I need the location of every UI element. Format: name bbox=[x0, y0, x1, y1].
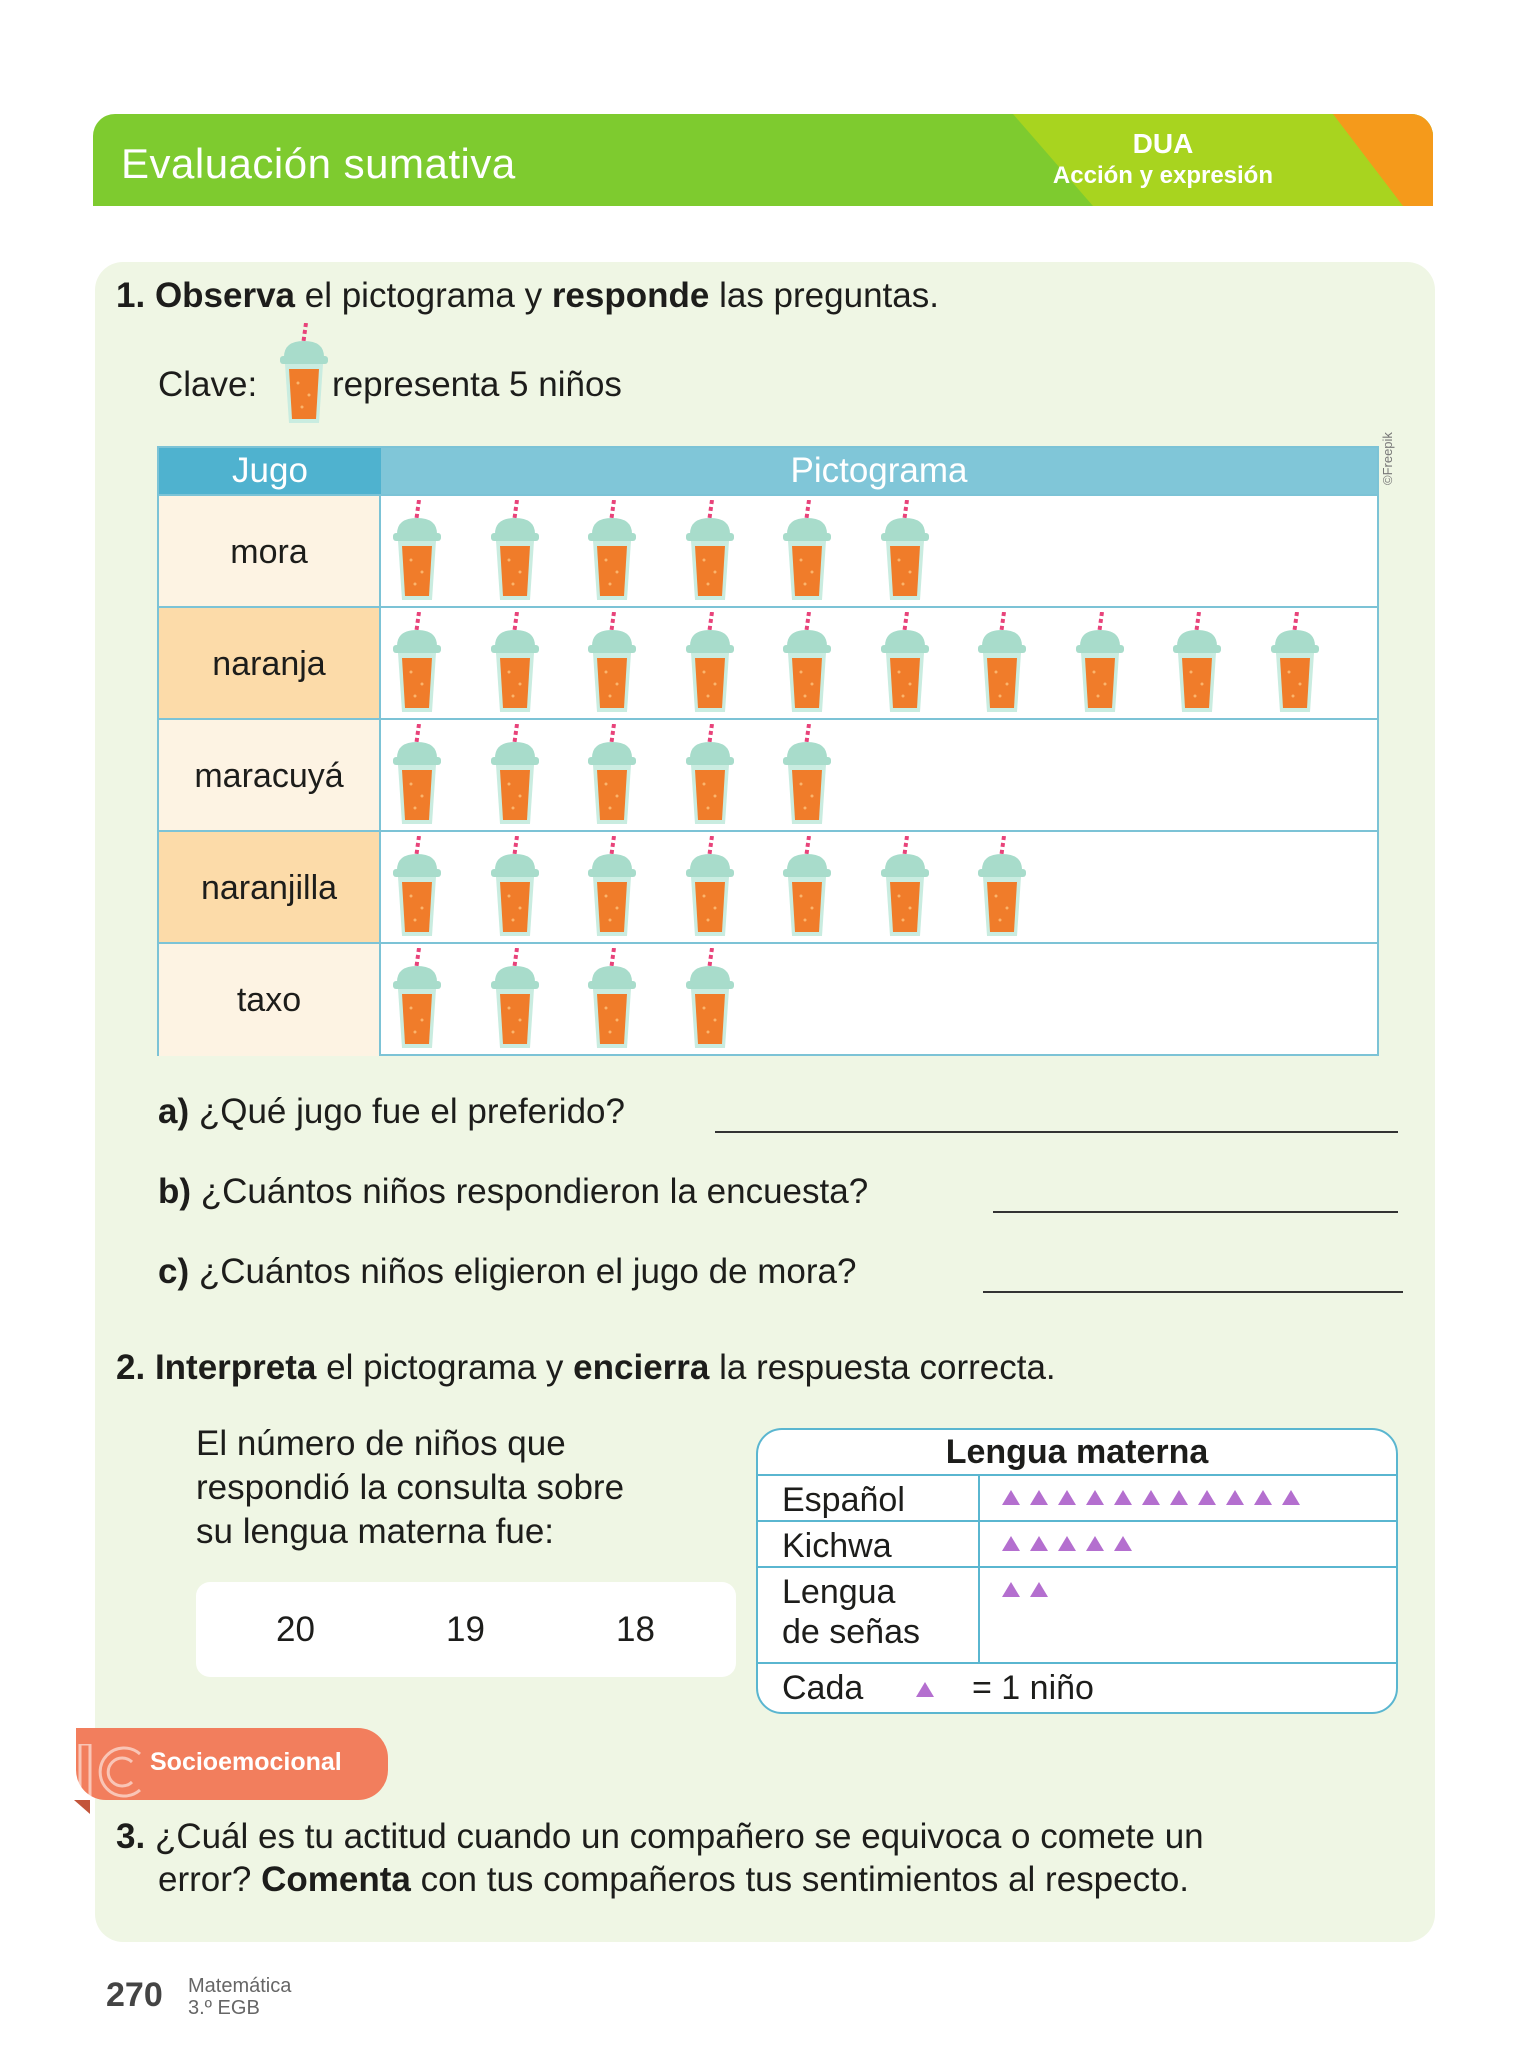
juice-cup-icon bbox=[682, 500, 738, 604]
juice-cup-icon bbox=[1169, 612, 1225, 716]
q3-text1: ¿Cuál es tu actitud cuando un compañero se equivoca o comete un bbox=[154, 1817, 1204, 1856]
page-number: 270 bbox=[106, 1976, 163, 2014]
q1-verb2: responde bbox=[551, 276, 710, 315]
juice-cup-icon bbox=[682, 724, 738, 828]
juice-cup-icon bbox=[389, 724, 445, 828]
question-1c bbox=[158, 1252, 856, 1292]
option-19[interactable]: 19 bbox=[446, 1610, 485, 1649]
juice-cup-icon bbox=[877, 612, 933, 716]
answer-line-a[interactable] bbox=[715, 1131, 1398, 1133]
question-1b bbox=[158, 1172, 868, 1212]
juice-cup-icon bbox=[974, 836, 1030, 940]
juice-cup-icon bbox=[779, 724, 835, 828]
triangle-icon bbox=[1030, 1490, 1048, 1505]
key-prefix: Cada bbox=[782, 1669, 864, 1707]
juice-cup-icon bbox=[779, 612, 835, 716]
pictogram-row bbox=[159, 718, 1377, 832]
juice-cup-icon bbox=[389, 948, 445, 1052]
triangles-espanol bbox=[1002, 1490, 1310, 1510]
juice-label: mora bbox=[159, 496, 381, 608]
col-header-pictogram: Pictograma bbox=[381, 448, 1377, 494]
lengua-label-senas-line1: Lengua bbox=[782, 1573, 896, 1611]
answer-options-box bbox=[196, 1582, 736, 1677]
triangle-icon bbox=[1058, 1536, 1076, 1551]
q2-verb2: encierra bbox=[573, 1348, 710, 1387]
lengua-label-espanol: Español bbox=[782, 1481, 905, 1519]
juice-cup-icon bbox=[389, 836, 445, 940]
triangle-icon bbox=[1114, 1490, 1132, 1505]
q2-stem-line3: su lengua materna fue: bbox=[196, 1512, 555, 1551]
q1-verb1: Observa bbox=[154, 276, 296, 315]
triangle-icon bbox=[1002, 1582, 1020, 1597]
question-2 bbox=[116, 1348, 1056, 1388]
lengua-label-kichwa: Kichwa bbox=[782, 1527, 892, 1565]
pictogram-row bbox=[159, 830, 1377, 944]
q1-number: 1. bbox=[116, 276, 146, 315]
juice-label: naranja bbox=[159, 608, 381, 720]
q2-text1: el pictograma y bbox=[316, 1348, 574, 1387]
juice-cup-icon bbox=[487, 836, 543, 940]
lengua-row-espanol bbox=[758, 1474, 1396, 1522]
triangles-kichwa bbox=[1002, 1536, 1142, 1556]
juice-cup-icon bbox=[1072, 612, 1128, 716]
col-header-juice: Jugo bbox=[159, 448, 381, 494]
juice-cup-icon bbox=[584, 500, 640, 604]
pictogram-row bbox=[159, 606, 1377, 720]
image-credit: ©Freepik bbox=[1380, 432, 1395, 485]
option-18[interactable]: 18 bbox=[616, 1610, 655, 1649]
answer-line-b[interactable] bbox=[993, 1211, 1398, 1213]
q1a-text: ¿Qué jugo fue el preferido? bbox=[198, 1092, 625, 1131]
q3-text2a: error? bbox=[158, 1860, 262, 1899]
lengua-title: Lengua materna bbox=[945, 1433, 1209, 1471]
triangles-senas bbox=[1002, 1582, 1058, 1602]
q2-verb1: Interpreta bbox=[154, 1348, 317, 1387]
answer-line-c[interactable] bbox=[983, 1291, 1403, 1293]
lengua-label-senas bbox=[782, 1572, 920, 1652]
footer-subject bbox=[188, 1975, 291, 2019]
q1-text1: el pictograma y bbox=[295, 276, 552, 315]
q1b-label: b) bbox=[158, 1172, 192, 1211]
question-3 bbox=[116, 1815, 1204, 1901]
question-1 bbox=[116, 276, 939, 316]
section-title: Evaluación sumativa bbox=[121, 140, 516, 187]
q1-text2: las preguntas. bbox=[709, 276, 939, 315]
triangle-icon bbox=[1114, 1536, 1132, 1551]
q3-verb: Comenta bbox=[261, 1860, 411, 1899]
juice-cup-icon bbox=[974, 612, 1030, 716]
juice-cup-icon bbox=[276, 323, 332, 427]
triangle-icon bbox=[1170, 1490, 1188, 1505]
juice-label: naranjilla bbox=[159, 832, 381, 944]
juice-cup-icon bbox=[877, 500, 933, 604]
juice-cup-icon bbox=[487, 948, 543, 1052]
triangle-icon bbox=[1030, 1536, 1048, 1551]
triangle-icon bbox=[1002, 1536, 1020, 1551]
triangle-icon bbox=[1142, 1490, 1160, 1505]
q3-number: 3. bbox=[116, 1817, 146, 1856]
juice-cup-icon bbox=[682, 836, 738, 940]
juice-cup-icon bbox=[487, 500, 543, 604]
q2-stem bbox=[196, 1422, 624, 1554]
q1c-label: c) bbox=[158, 1252, 190, 1291]
q1a-label: a) bbox=[158, 1092, 190, 1131]
triangle-icon bbox=[1058, 1490, 1076, 1505]
triangle-icon bbox=[1282, 1490, 1300, 1505]
triangle-icon bbox=[1002, 1490, 1020, 1505]
footer-grade: 3.º EGB bbox=[188, 1997, 260, 2019]
juice-cup-icon bbox=[877, 836, 933, 940]
juice-cup-icon bbox=[779, 836, 835, 940]
dua-title: DUA bbox=[1132, 128, 1194, 159]
juice-cup-icon bbox=[682, 612, 738, 716]
clave-label: Clave: bbox=[158, 365, 258, 404]
lengua-materna-table bbox=[756, 1428, 1398, 1714]
juice-cup-icon bbox=[389, 500, 445, 604]
triangle-icon bbox=[1030, 1582, 1048, 1597]
dua-subtitle: Acción y expresión bbox=[1052, 162, 1273, 189]
juice-cup-icon bbox=[487, 612, 543, 716]
badge-fold bbox=[74, 1800, 90, 1814]
q2-text2: la respuesta correcta. bbox=[709, 1348, 1056, 1387]
footer-subject-name: Matemática bbox=[188, 1975, 292, 1997]
q2-stem-line2: respondió la consulta sobre bbox=[196, 1468, 625, 1507]
key-suffix: = 1 niño bbox=[972, 1669, 1094, 1707]
q2-stem-line1: El número de niños que bbox=[196, 1424, 566, 1463]
juice-cup-icon bbox=[584, 948, 640, 1052]
triangle-icon bbox=[1254, 1490, 1272, 1505]
clave-text: representa 5 niños bbox=[332, 365, 622, 404]
juice-cup-icon bbox=[1267, 612, 1323, 716]
option-20[interactable]: 20 bbox=[276, 1610, 315, 1649]
triangle-icon bbox=[1086, 1536, 1104, 1551]
q1b-text: ¿Cuántos niños respondieron la encuesta? bbox=[200, 1172, 869, 1211]
juice-cup-icon bbox=[584, 724, 640, 828]
juice-cup-icon bbox=[779, 500, 835, 604]
triangle-icon bbox=[916, 1682, 934, 1697]
pictogram-row bbox=[159, 942, 1377, 1056]
socioemocional-badge bbox=[76, 1728, 388, 1800]
q2-number: 2. bbox=[116, 1348, 146, 1387]
section-header bbox=[93, 114, 1433, 206]
triangle-icon bbox=[1198, 1490, 1216, 1505]
lengua-row-senas bbox=[758, 1566, 1396, 1664]
triangle-icon bbox=[1086, 1490, 1104, 1505]
dua-badge bbox=[1053, 128, 1273, 190]
ic-logo-icon bbox=[76, 1744, 146, 1800]
q3-text2b: con tus compañeros tus sentimientos al respecto. bbox=[410, 1860, 1190, 1899]
juice-cup-icon bbox=[584, 612, 640, 716]
juice-cup-icon bbox=[584, 836, 640, 940]
q1c-text: ¿Cuántos niños eligieron el jugo de mora? bbox=[198, 1252, 857, 1291]
pictogram-row bbox=[159, 494, 1377, 608]
juice-cup-icon bbox=[487, 724, 543, 828]
question-1a bbox=[158, 1092, 625, 1132]
juice-label: taxo bbox=[159, 944, 381, 1056]
juice-cup-icon bbox=[389, 612, 445, 716]
socio-label: Socioemocional bbox=[150, 1748, 342, 1776]
lengua-key-row bbox=[758, 1662, 1396, 1714]
triangle-icon bbox=[1226, 1490, 1244, 1505]
lengua-row-kichwa bbox=[758, 1520, 1396, 1568]
juice-label: maracuyá bbox=[159, 720, 381, 832]
pictogram-table bbox=[157, 446, 1379, 1056]
juice-cup-icon bbox=[682, 948, 738, 1052]
lengua-label-senas-line2: de señas bbox=[782, 1613, 920, 1651]
